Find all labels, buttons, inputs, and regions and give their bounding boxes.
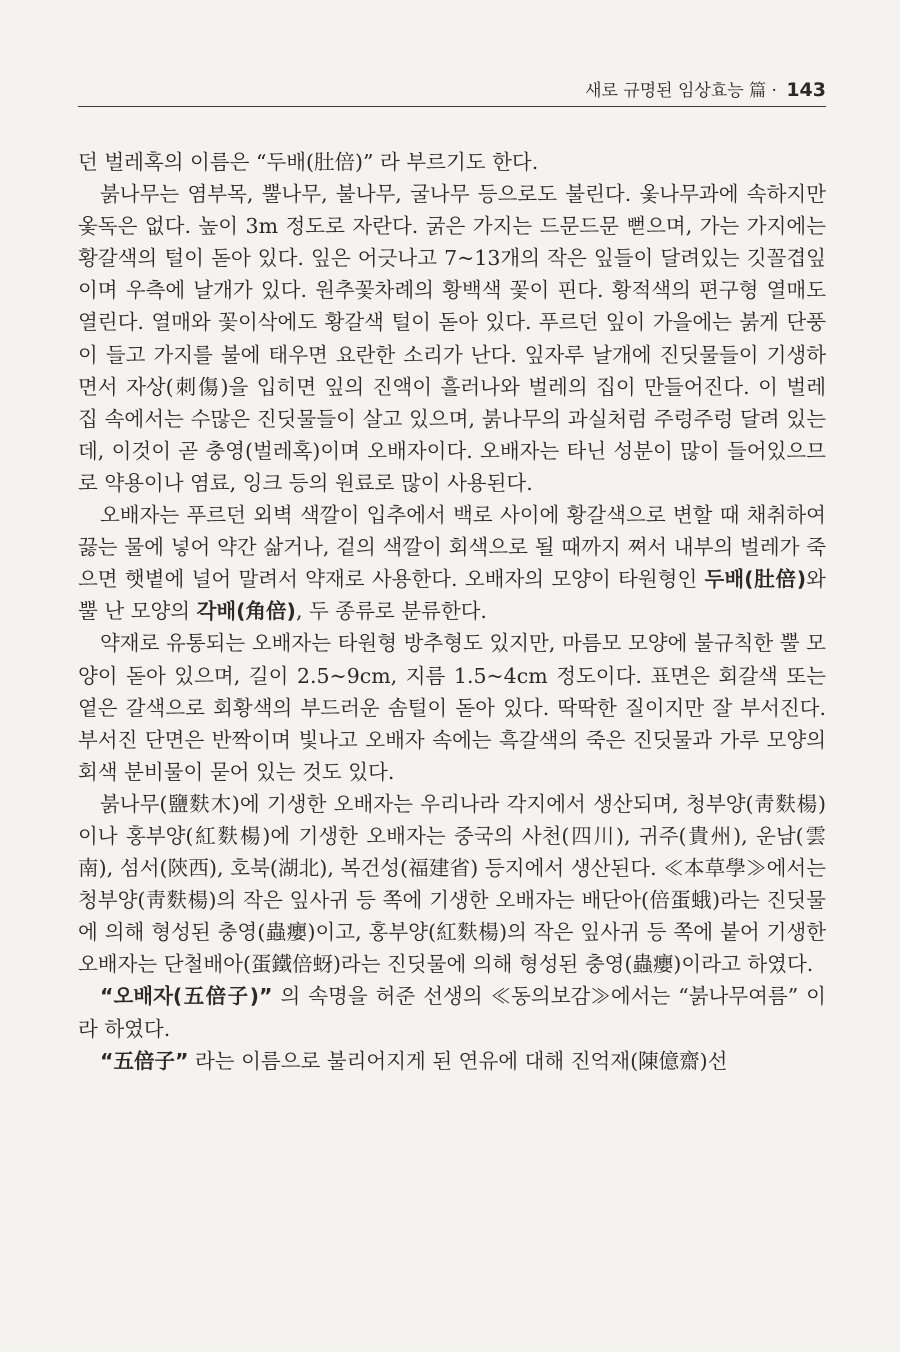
paragraph xyxy=(78,1045,826,1077)
text-run: 와 뿔 난 모양의 xyxy=(78,567,826,624)
text-run: 붉나무는 염부목, 뿔나무, 불나무, 굴나무 등으로도 불린다. 옻나무과에 속하지만 옻독은 없다. 높이 3m 정도로 자란다. 굵은 가지는 드문드문 뻗으며, 가는 가지에는 황갈색의 털이 돋아 있다. 잎은 어긋나고 7~13개의 작은 잎들이 달려있는 깃꼴겹잎이며 우측에 날개가 있다. 원추꽃차례의 황백색 꽃이 핀다. 황적색의 편구형 열매도 열린다. 열매와 꽃이삭에도 황갈색 털이 돋아 있다. 푸르던 잎이 가을에는 붉게 단풍이 들고 가지를 불에 태우면 요란한 소리가 난다. 잎자루 날개에 진딧물들이 기생하면서 자상(刺傷)을 입히면 잎의 진액이 흘러나와 벌레의 집이 만들어진다. 이 벌레 집 속에서는 수많은 진딧물들이 살고 있으며, 붉나무의 과실처럼 주렁주렁 달려 있는데, 이것이 곧 충영(벌레혹)이며 오배자이다. 오배자는 타닌 성분이 많이 들어있으므로 약용이나 염료, 잉크 등의 원료로 많이 사용된다. xyxy=(78,182,826,495)
paragraph xyxy=(78,146,826,178)
paragraph xyxy=(78,627,826,787)
bold-term: 두배(肚倍) xyxy=(704,567,807,592)
text-run: 라는 이름으로 불리어지게 된 연유에 대해 진억재(陳億齋)선 xyxy=(188,1048,728,1073)
text-run: 던 벌레혹의 이름은 “두배(肚倍)” 라 부르기도 한다. xyxy=(78,150,539,174)
page-number: 143 xyxy=(786,79,826,101)
text-run: , 두 종류로 분류한다. xyxy=(295,599,487,624)
paragraph xyxy=(78,499,826,627)
running-title: 새로 규명된 임상효능 篇 · xyxy=(585,81,777,101)
header-rule xyxy=(78,106,826,107)
text-run: 의 속명을 허준 선생의 ≪동의보감≫에서는 “붉나무여름” 이라 하였다. xyxy=(78,984,826,1041)
text-run: 약재로 유통되는 오배자는 타원형 방추형도 있지만, 마름모 모양에 불규칙한 뿔 모양이 돋아 있으며, 길이 2.5~9cm, 지름 1.5~4cm 정도이다. 표면은 회갈색 또는 옅은 갈색으로 회황색의 부드러운 솜털이 돋아 있다. 딱딱한 질이지만 잘 부서진다. 부서진 단면은 반짝이며 빛나고 오배자 속에는 흑갈색의 죽은 진딧물과 가루 모양의 회색 분비물이 묻어 있는 것도 있다. xyxy=(78,631,826,784)
bold-term: 각배(角倍) xyxy=(196,599,296,624)
paragraph xyxy=(78,788,826,981)
paragraph xyxy=(78,178,826,499)
running-header xyxy=(585,76,826,101)
body-text xyxy=(78,146,826,1077)
text-run: 오배자는 푸르던 외벽 색깔이 입추에서 백로 사이에 황갈색으로 변할 때 채취하여 끓는 물에 넣어 약간 삶거나, 겉의 색깔이 회색으로 될 때까지 쪄서 내부의 벌레가 죽으면 햇볕에 널어 말려서 약재로 사용한다. 오배자의 모양이 타원형인 xyxy=(78,503,826,592)
bold-term: “오배자(五倍子)” xyxy=(100,984,273,1009)
text-run: 붉나무(鹽麩木)에 기생한 오배자는 우리나라 각지에서 생산되며, 청부양(靑麩楊)이나 홍부양(紅麩楊)에 기생한 오배자는 중국의 사천(四川), 귀주(貴州), 운남(雲南), 섬서(陝西), 호북(湖北), 복건성(福建省) 등지에서 생산된다. ≪本草學≫에서는 청부양(靑麩楊)의 작은 잎사귀 등 쪽에 기생한 오배자는 배단아(倍蛋蛾)라는 진딧물에 의해 형성된 충영(蟲癭)이고, 홍부양(紅麩楊)의 작은 잎사귀 등 쪽에 붙어 기생한 오배자는 단철배아(蛋鐵倍蚜)라는 진딧물에 의해 형성된 충영(蟲癭)이라고 하였다. xyxy=(78,791,826,977)
paragraph xyxy=(78,980,826,1044)
bold-term: “五倍子” xyxy=(100,1048,189,1073)
